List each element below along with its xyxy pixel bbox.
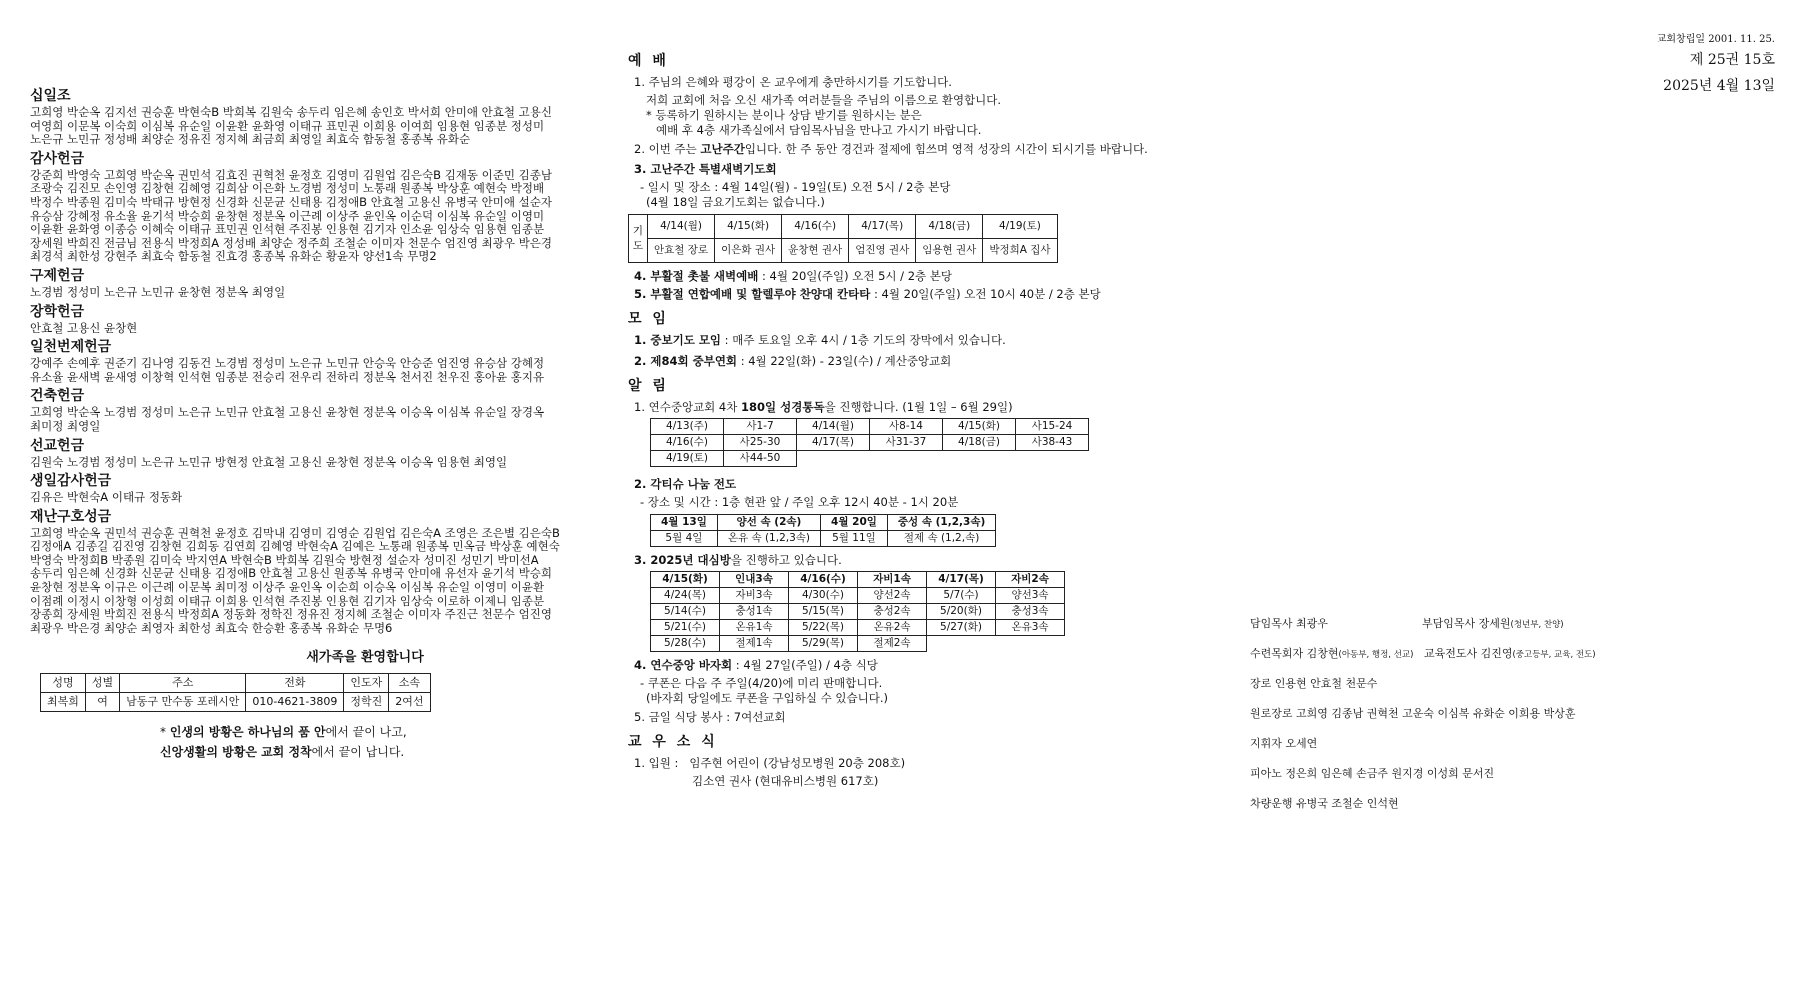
worship-item-4-a: 4. 부활절 촛불 새벽예배 [634, 269, 759, 283]
trainee-minister: 수련목회자 김창현 [1250, 647, 1339, 660]
table-row [651, 419, 1089, 435]
table-row [651, 531, 996, 547]
table-cell: 5/27(화) [927, 620, 996, 636]
notice-item-4-line-3: (바자회 당일에도 쿠폰을 구입하실 수 있습니다.) [646, 691, 888, 705]
table-row [41, 693, 431, 712]
offering-title: 생일감사헌금 [30, 473, 112, 490]
table-cell: 최복희 [41, 693, 86, 712]
table-cell: 절제 속 (1,2,속) [887, 531, 995, 547]
table-cell: 4/24(목) [651, 588, 720, 604]
meeting-item-2 [634, 354, 1188, 369]
notice-item-1-b: 180일 성경통독 [741, 400, 825, 414]
notice-item-3-a: 3. 2025년 대심방 [634, 553, 731, 567]
table-cell: 사8-14 [870, 419, 943, 435]
worship-item-5-b: : 4월 20일(주일) 오전 10시 40분 / 2층 본당 [870, 287, 1101, 301]
volume-number: 제 25권 15호 [1689, 52, 1775, 68]
news-item-1-b: 임주현 어린이 (강남성모병원 20층 208호) [689, 756, 906, 770]
table-cell: 충성1속 [720, 604, 789, 620]
dawn-leader: 임용현 권사 [916, 239, 983, 263]
worship-item-2-a: 2. 이번 주는 [634, 142, 701, 156]
staff-row-conductor: 지휘자 오세연 [1250, 737, 1318, 750]
offering-names: 강예주 손예후 권준기 김나영 김동건 노경범 정성미 노은규 노민규 안승욱 안승준 엄진영 유승삼 강혜정 유소율 윤새벽 윤새영 이창혁 인석현 임종분 전승리 전우리 전하리 정분옥 천서진 천우진 홍아윤 홍지유 [30, 356, 545, 384]
table-cell: 5/7(수) [927, 588, 996, 604]
new-family-header: 전화 [246, 674, 344, 693]
quote-text-2: 에서 끝이 납니다. [311, 745, 405, 760]
staff-row-emeritus-elders: 원로장로 고희영 김종남 권혁천 고운숙 이심복 유화순 이희용 박상훈 [1250, 707, 1576, 720]
table-cell: 4/13(주) [651, 419, 724, 435]
table-cell: 중성 속 (1,2,3속) [887, 515, 995, 531]
offerings-column [30, 84, 570, 762]
visitation-table [650, 571, 1065, 652]
table-cell: 5/28(수) [651, 636, 720, 652]
worship-item-3: 3. 고난주간 특별새벽기도회 [634, 162, 777, 176]
dawn-date: 4/18(금) [916, 215, 983, 239]
meeting-item-1-a: 1. 중보기도 모임 [634, 333, 722, 347]
table-row [651, 604, 1065, 620]
table-cell: 4/14(월) [797, 419, 870, 435]
table-cell: 4/15(화) [651, 572, 720, 588]
worship-item-4-b: : 4월 20일(주일) 오전 5시 / 2층 본당 [758, 269, 953, 283]
table-cell: 자비2속 [996, 572, 1065, 588]
notice-item-2: 2. 각티슈 나눔 전도 [634, 477, 737, 491]
table-cell: 5/15(목) [789, 604, 858, 620]
offering-title: 선교헌금 [30, 437, 85, 454]
staff-row-pastors [1250, 616, 1780, 646]
table-cell: 4/15(화) [943, 419, 1016, 435]
worship-item-1-line-4: 예배 후 4층 새가족실에서 담임목사님을 만나고 가시기 바랍니다. [656, 123, 982, 137]
notice-item-4 [634, 658, 1188, 673]
table-cell: 사31-37 [870, 435, 943, 451]
table-cell: 온유3속 [996, 620, 1065, 636]
table-cell: 사15-24 [1016, 419, 1089, 435]
table-cell: 4/17(목) [797, 435, 870, 451]
notice-item-3 [634, 553, 1188, 568]
news-item-1 [634, 756, 1188, 771]
table-cell: 5월 4일 [651, 531, 718, 547]
worship-item-4 [634, 269, 1188, 284]
news-title: 교 우 소 식 [628, 734, 718, 750]
table-cell: 자비1속 [858, 572, 927, 588]
dawn-date: 4/19(토) [983, 215, 1057, 239]
meeting-title: 모 임 [628, 311, 669, 327]
quote-bullet: * [160, 725, 170, 740]
staff-row-ministers [1250, 646, 1780, 676]
staff-row-elders: 장로 인용현 안효철 천문수 [1250, 677, 1378, 690]
offering-title: 장학헌금 [30, 303, 85, 320]
offering-title: 건축헌금 [30, 388, 85, 405]
notice-item-3-b: 을 진행하고 있습니다. [730, 553, 842, 567]
offering-names: 노경범 정성미 노은규 노민규 윤창현 정분옥 최영일 [30, 284, 286, 299]
notice-item-1-c: 을 진행합니다. (1월 1일 – 6월 29일) [824, 400, 1013, 414]
dawn-date: 4/16(수) [782, 215, 849, 239]
worship-item-5 [634, 287, 1188, 302]
table-cell: 5/22(목) [789, 620, 858, 636]
worship-item-3-line-3: (4월 18일 금요기도회는 없습니다.) [646, 195, 825, 209]
new-family-header: 소속 [389, 674, 430, 693]
quote-text-1: 에서 끝이 나고, [325, 725, 407, 740]
table-row [651, 588, 1065, 604]
notice-item-5: 5. 금일 식당 봉사 : 7여선교회 [634, 710, 786, 724]
table-cell: 남동구 만수동 포레시안 [120, 693, 246, 712]
table-row [651, 515, 996, 531]
table-row [651, 636, 1065, 652]
offering-names: 안효철 고용신 윤창현 [30, 320, 138, 335]
staff-row-piano: 피아노 정은희 임은혜 손금주 원지경 이성희 문서진 [1250, 767, 1495, 780]
dawn-label: 기도 [629, 215, 648, 263]
meeting-item-1-b: : 매주 토요일 오후 4시 / 1층 기도의 장막에서 있습니다. [721, 333, 1006, 347]
worship-item-1-line-2: 저희 교회에 처음 오신 새가족 여러분들을 주님의 이름으로 환영합니다. [646, 93, 1002, 107]
table-cell: 2여선 [389, 693, 430, 712]
education-evangelist-role: (중고등부, 교육, 전도) [1512, 650, 1596, 660]
table-cell: 사44-50 [724, 451, 797, 467]
worship-item-2-c: 입니다. 한 주 동안 경건과 절제에 힘쓰며 영적 성장의 시간이 되시기를 바랍니다. [744, 142, 1148, 156]
new-family-header: 성명 [41, 674, 86, 693]
education-evangelist: 교육전도사 김진영 [1423, 647, 1513, 660]
table-cell: 5/20(화) [927, 604, 996, 620]
staff-list [1250, 616, 1780, 826]
notice-title: 알 림 [628, 378, 669, 394]
new-family-table [40, 673, 431, 712]
table-cell: 절제1속 [720, 636, 789, 652]
table-cell: 4월 20일 [821, 515, 888, 531]
table-cell: 정학진 [344, 693, 389, 712]
news-item-1-line-2: 김소연 권사 (현대유비스병원 617호) [692, 774, 879, 788]
table-cell: 사38-43 [1016, 435, 1089, 451]
worship-item-5-a: 5. 부활절 연합예배 및 할렐루야 찬양대 칸타타 [634, 287, 871, 301]
table-cell: 5월 11일 [821, 531, 888, 547]
table-cell: 4/17(목) [927, 572, 996, 588]
new-family-header: 성별 [85, 674, 119, 693]
dawn-date: 4/14(월) [648, 215, 715, 239]
associate-pastor-role: (청년부, 찬양) [1510, 620, 1564, 630]
table-cell: 여 [85, 693, 119, 712]
notice-item-4-b: : 4월 27일(주일) / 4층 식당 [732, 658, 878, 672]
offering-names: 고희영 박순옥 권민석 권승훈 권혁천 윤정호 김막내 김영미 김영순 김원업 김은숙A 조영은 조은별 김은숙B 김정애A 김종길 김진영 김창현 김희동 김연희 김혜영 박현숙A 김예은 노통래 원종복 민옥금 박상훈 예현숙 박영숙 박정희B 박종원 김미숙 박지연A 박현숙B 박희복 김원숙 방현정 설순자 성미진 성민기 박미선A 송두리 임은혜 신경화 신문균 신태용 김정애B 안효철 고용신 원종복 유병국 안미애 유선자 윤기석 박승희 윤창현 정분옥 이규은 이근례 이문복 최미정 이상주 윤인옥 이순희 이승옥 이심복 유순일 이영미 이윤환 이점례 이정시 이창형 이성희 이태규 이희용 인석현 주진봉 인용현 김기자 임상숙 이로하 이제니 임종분 장종희 장세원 박희진 전용식 박정희A 정동화 정학진 정유진 정지혜 조철순 이미자 주진근 천문수 엄진영 최광우 박은경 최양순 최영자 최한성 최효숙 한승환 홍종복 유화순 무명6 [30, 525, 560, 635]
offering-title: 십일조 [30, 88, 71, 104]
notice-item-2-line-2: - 장소 및 시간 : 1층 현관 앞 / 주일 오후 12시 40분 - 1시 20분 [640, 495, 959, 509]
meeting-item-1 [634, 333, 1188, 348]
offerings-list [30, 88, 570, 635]
staff-row-driving: 차량운행 유병국 조철순 인석현 [1250, 797, 1399, 810]
table-cell: 4/16(수) [789, 572, 858, 588]
table-cell: 사25-30 [724, 435, 797, 451]
offering-names: 고희영 박순옥 노경범 정성미 노은규 노민규 안효철 고용신 윤창현 정분옥 이승옥 이심복 유순일 장경옥 최미정 최영일 [30, 405, 545, 433]
table-cell: 4/18(금) [943, 435, 1016, 451]
quote-bold-2: 신앙생활의 방황은 교회 정착 [160, 745, 312, 760]
table-cell: 절제2속 [858, 636, 927, 652]
offering-title: 재난구호성금 [30, 508, 112, 525]
meeting-item-2-a: 2. 제84회 중부연회 [634, 354, 738, 368]
dawn-prayer-table [628, 214, 1058, 263]
bible-reading-table [650, 418, 1089, 467]
table-cell: 충성3속 [996, 604, 1065, 620]
bulletin-header [1657, 30, 1775, 95]
table-cell: 4/16(수) [651, 435, 724, 451]
table-cell: 양선2속 [858, 588, 927, 604]
table-row [651, 435, 1089, 451]
table-cell: 온유 속 (1,2,3속) [717, 531, 820, 547]
closing-quote [30, 722, 570, 762]
dawn-date: 4/17(목) [849, 215, 916, 239]
founding-date: 교회창립일 2001. 11. 25. [1656, 34, 1775, 45]
table-cell: 온유1속 [720, 620, 789, 636]
dawn-leader: 안효철 장로 [648, 239, 715, 263]
offering-names: 김원숙 노경범 정성미 노은규 노민규 방현정 안효철 고용신 윤창현 정분옥 이승옥 임용현 최영일 [30, 454, 508, 469]
table-cell: 온유2속 [858, 620, 927, 636]
offering-title: 일천번제헌금 [30, 339, 112, 356]
table-cell: 4/30(수) [789, 588, 858, 604]
notice-item-4-a: 4. 연수중앙 바자회 [634, 658, 733, 672]
new-family-header: 주소 [120, 674, 246, 693]
dawn-leader: 윤창현 권사 [782, 239, 849, 263]
worship-item-2 [634, 142, 1188, 157]
new-family-title: 새가족을 환영합니다 [306, 650, 424, 666]
worship-item-2-b: 고난주간 [700, 142, 745, 156]
bulletin-date: 2025년 4월 13일 [1663, 78, 1775, 94]
quote-bold-1: 인생의 방황은 하나님의 품 안 [169, 725, 326, 740]
tissue-evangelism-table [650, 514, 996, 547]
table-cell: 충성2속 [858, 604, 927, 620]
table-row [651, 620, 1065, 636]
dawn-leader: 이은화 권사 [715, 239, 782, 263]
news-item-1-a: 1. 입원 : [634, 756, 679, 770]
dawn-date: 4/15(화) [715, 215, 782, 239]
notice-item-1-a: 1. 연수중앙교회 4차 [634, 400, 742, 414]
table-cell: 4월 13일 [651, 515, 718, 531]
notice-item-4-line-2: - 쿠폰은 다음 주 주일(4/20)에 미리 판매합니다. [640, 676, 883, 690]
worship-item-3-line-2: - 일시 및 장소 : 4월 14일(월) - 19일(토) 오전 5시 / 2층 본당 [640, 180, 951, 194]
meeting-item-2-b: : 4월 22일(화) - 23일(수) / 계산중앙교회 [737, 354, 952, 368]
new-family-header: 인도자 [344, 674, 389, 693]
offering-names: 강준희 박영숙 고희영 박순옥 권민석 김효진 권혁천 윤정호 김영미 김원업 김은숙B 김재동 이준민 김종남 조광숙 김진모 손인영 김창현 김혜영 김희삼 이은화 노경범 정성미 노통래 원종복 박상훈 예현숙 박정배 박정수 박종원 김미숙 박태규 방현정 신경화 신문균 신태용 김정애B 안효철 고용신 유병국 안미애 설순자 유승삼 강혜정 유소율 윤기석 박승희 윤창현 정분옥 이근례 이상주 윤인옥 이순덕 이심복 유순일 이영미 이윤환 윤화영 이종승 이혜숙 이태규 표민권 인석현 주진봉 인용현 김기자 인소윤 임상숙 임용현 임종분 장세원 박희진 전금님 전용식 박정희A 정성배 최양순 정주희 조철순 이미자 천문수 엄진영 최광우 박은경 최경석 최한성 강현주 최효숙 함동철 진효경 홍종복 유화순 황윤자 양선1속 무명2 [30, 167, 552, 264]
table-row [651, 572, 1065, 588]
table-cell: 010-4621-3809 [246, 693, 344, 712]
trainee-minister-role: (아동부, 행정, 선교) [1338, 650, 1414, 660]
table-cell: 5/29(목) [789, 636, 858, 652]
dawn-leader: 엄진영 권사 [849, 239, 916, 263]
table-cell: 양선3속 [996, 588, 1065, 604]
worship-item-1-line-3: * 등록하기 원하시는 분이나 상담 받기를 원하시는 분은 [646, 108, 922, 122]
offering-names: 김유은 박현숙A 이태규 정동화 [30, 490, 183, 505]
worship-item-1: 1. 주님의 은혜와 평강이 온 교우에게 충만하시기를 기도합니다. [634, 75, 952, 89]
worship-title: 예 배 [628, 53, 669, 69]
notice-item-1 [634, 400, 1188, 415]
dawn-leader: 박정희A 집사 [983, 239, 1057, 263]
new-family-section [30, 651, 570, 712]
offering-title: 구제헌금 [30, 267, 85, 284]
offering-title: 감사헌금 [30, 150, 85, 167]
table-cell: 인내3속 [720, 572, 789, 588]
table-cell: 자비3속 [720, 588, 789, 604]
table-cell: 5/21(수) [651, 620, 720, 636]
offering-names: 고희영 박순옥 김지선 권승훈 박현숙B 박희복 김원숙 송두리 임은혜 송인호 박서희 안미애 안효철 고용신 여영희 이문복 이숙희 이심복 유순일 이윤환 윤화영 이태규 표민권 이희용 이여희 임용현 임종분 정성미 노은규 노민규 정성배 최양순 정유진 정지혜 최금희 최영일 최효숙 함동철 홍종복 유화순 [30, 105, 552, 147]
senior-pastor: 담임목사 최광우 [1250, 617, 1328, 630]
table-cell: 사1-7 [724, 419, 797, 435]
announcements-column [628, 44, 1188, 789]
associate-pastor: 부담임목사 장세원 [1422, 617, 1511, 630]
table-row [651, 451, 1089, 467]
table-cell: 4/19(토) [651, 451, 724, 467]
table-cell: 양선 속 (2속) [717, 515, 820, 531]
table-cell: 5/14(수) [651, 604, 720, 620]
